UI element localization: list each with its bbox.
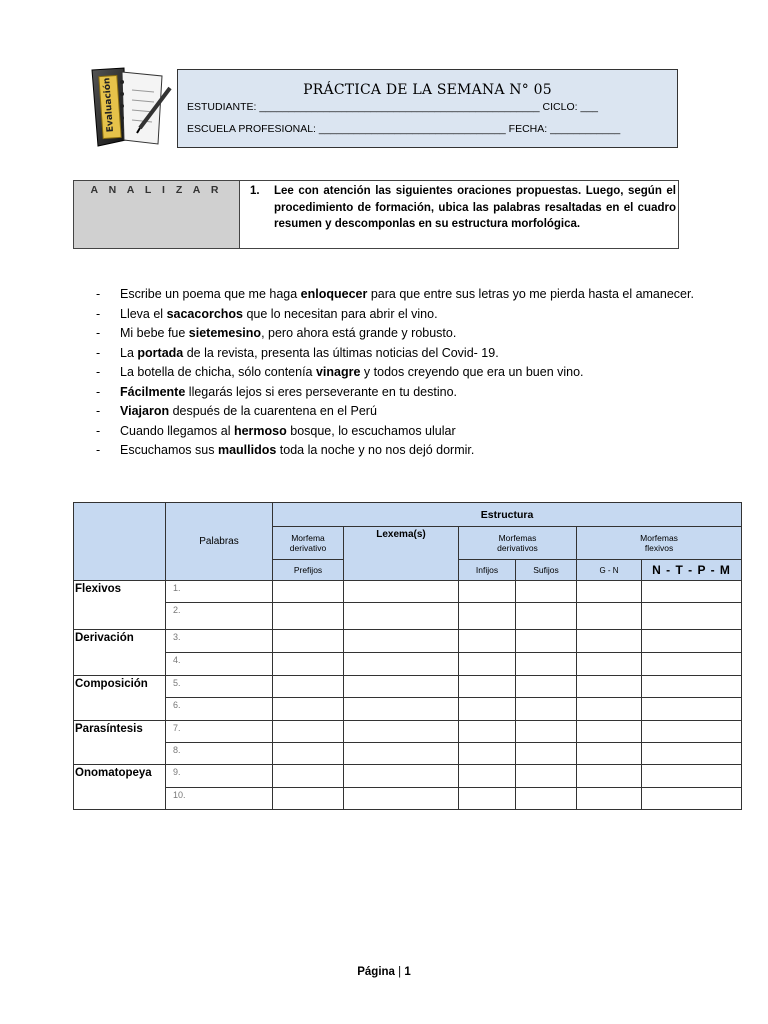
sentence-item [96, 422, 706, 442]
list-bullet: - [96, 384, 101, 399]
answer-cell[interactable] [344, 743, 459, 765]
table-row [74, 676, 742, 698]
table-row [74, 765, 742, 788]
answer-cell[interactable] [577, 630, 642, 653]
list-bullet: - [96, 365, 101, 379]
sentence-text: llegarás lejos si eres perseverante en tu destino. [185, 384, 457, 399]
category-cell: Onomatopeya [74, 765, 166, 810]
answer-cell[interactable] [516, 698, 577, 721]
answer-cell[interactable] [273, 581, 344, 603]
answer-cell[interactable] [459, 676, 516, 698]
list-bullet: - [96, 345, 101, 360]
lexema-header: Lexema(s) [344, 527, 459, 581]
table-row [74, 630, 742, 653]
sentence-item [96, 305, 706, 325]
list-bullet: - [96, 306, 101, 321]
sentence-item [96, 344, 706, 364]
answer-cell[interactable] [459, 743, 516, 765]
answer-cell[interactable] [516, 581, 577, 603]
table-row [74, 788, 742, 810]
sentence-text: bosque, lo escuchamos ulular [286, 423, 456, 438]
answer-cell[interactable] [459, 581, 516, 603]
page-title: PRÁCTICA DE LA SEMANA N° 05 [303, 82, 552, 98]
sentence-text: Lleva el [120, 306, 167, 321]
table-body [74, 581, 742, 810]
word-input-cell[interactable]: 2. [166, 603, 273, 630]
activity-number: 1. [250, 185, 260, 197]
answer-cell[interactable] [642, 630, 742, 653]
word-input-cell[interactable]: 4. [166, 653, 273, 676]
answer-cell[interactable] [459, 721, 516, 743]
sentence-text: toda la noche y no nos dejó dormir. [276, 443, 475, 457]
answer-cell[interactable] [459, 765, 516, 788]
word-input-cell[interactable]: 3. [166, 630, 273, 653]
table-row [74, 721, 742, 743]
ntpm-header: N - T - P - M [642, 560, 742, 581]
activity-instruction-text: Lee con atención las siguientes oraciones propuestas. Luego, según el procedimiento de formación, ubica las palabras resaltadas en el cuadro resumen y descomponlas en su estructura morfológica. [274, 185, 676, 230]
highlighted-word: Fácilmente [120, 384, 186, 399]
activity-instruction [250, 183, 676, 233]
category-cell: Parasíntesis [74, 721, 166, 765]
answer-cell[interactable] [344, 630, 459, 653]
highlighted-word: enloquecer [300, 287, 368, 301]
answer-cell[interactable] [273, 630, 344, 653]
answer-cell[interactable] [516, 721, 577, 743]
list-bullet: - [96, 404, 101, 418]
answer-cell[interactable] [642, 603, 742, 630]
infijos-header: Infijos [459, 560, 516, 581]
word-input-cell[interactable]: 6. [166, 698, 273, 721]
answer-cell[interactable] [459, 603, 516, 630]
word-input-cell[interactable]: 10. [166, 788, 273, 810]
sentence-text: Escribe un poema que me haga [120, 287, 301, 301]
highlighted-word: Viajaron [120, 404, 170, 418]
sentence-item [96, 324, 706, 344]
word-input-cell[interactable]: 7. [166, 721, 273, 743]
answer-cell[interactable] [642, 581, 742, 603]
table-corner-cell [74, 503, 166, 581]
highlighted-word: sacacorchos [166, 306, 243, 321]
answer-cell[interactable] [273, 653, 344, 676]
highlighted-word: hermoso [233, 423, 287, 438]
answer-cell[interactable] [642, 721, 742, 743]
sentence-item [96, 285, 706, 305]
answer-cell[interactable] [642, 698, 742, 721]
table-row [74, 581, 742, 603]
sentence-text: La [120, 345, 138, 360]
list-bullet: - [96, 287, 101, 301]
evaluation-notebook-icon [84, 66, 176, 150]
answer-cell[interactable] [577, 653, 642, 676]
highlighted-word: vinagre [315, 365, 361, 379]
category-cell: Flexivos [74, 581, 166, 630]
answer-cell[interactable] [344, 788, 459, 810]
sentence-item [96, 383, 706, 403]
answer-cell[interactable] [344, 603, 459, 630]
category-cell: Derivación [74, 630, 166, 676]
estructura-header: Estructura [273, 503, 742, 527]
answer-cell[interactable] [273, 788, 344, 810]
answer-cell[interactable] [516, 788, 577, 810]
header-box [177, 69, 678, 148]
answer-cell[interactable] [273, 743, 344, 765]
answer-cell[interactable] [642, 653, 742, 676]
word-input-cell[interactable]: 8. [166, 743, 273, 765]
sentence-text: para que entre sus letras yo me pierda hasta el amanecer. [367, 287, 694, 301]
sentence-item [96, 441, 706, 461]
answer-cell[interactable] [516, 743, 577, 765]
morfema-derivativo-header: Morfema derivativo [273, 527, 344, 560]
sentence-text: Mi bebe fue [120, 326, 189, 340]
student-field[interactable]: ESTUDIANTE: ________________________________________________ CICLO: ___ [187, 101, 599, 113]
answer-cell[interactable] [577, 698, 642, 721]
page-label: Página [357, 966, 395, 978]
answer-cell[interactable] [642, 743, 742, 765]
palabras-header: Palabras [166, 503, 273, 581]
answer-cell[interactable] [577, 788, 642, 810]
sentence-text: Escuchamos sus [120, 443, 218, 457]
logo-text: Evaluación [102, 77, 116, 133]
highlighted-word: portada [137, 345, 184, 360]
answer-cell[interactable] [344, 653, 459, 676]
sufijos-header: Sufijos [516, 560, 577, 581]
answer-cell[interactable] [273, 765, 344, 788]
sentence-text: , pero ahora está grande y robusto. [261, 326, 457, 340]
answer-cell[interactable] [459, 653, 516, 676]
highlighted-word: sietemesino [188, 326, 262, 340]
answer-cell[interactable] [577, 743, 642, 765]
sentence-text: después de la cuarentena en el Perú [169, 404, 377, 418]
morfemas-derivativos-header: Morfemas derivativos [459, 527, 577, 560]
answer-cell[interactable] [273, 721, 344, 743]
answer-cell[interactable] [577, 676, 642, 698]
morphology-table [73, 502, 742, 810]
answer-cell[interactable] [516, 630, 577, 653]
table-row [74, 743, 742, 765]
activity-label: A N A L I Z A R [74, 181, 240, 248]
table-row [74, 698, 742, 721]
answer-cell[interactable] [273, 698, 344, 721]
answer-cell[interactable] [273, 603, 344, 630]
table-row [74, 603, 742, 630]
answer-cell[interactable] [642, 765, 742, 788]
school-field[interactable]: ESCUELA PROFESIONAL: ________________________________ FECHA: ____________ [187, 123, 621, 135]
answer-cell[interactable] [344, 676, 459, 698]
morfemas-flexivos-header: Morfemas flexivos [577, 527, 742, 560]
word-input-cell[interactable]: 1. [166, 581, 273, 603]
word-input-cell[interactable]: 9. [166, 765, 273, 788]
sentence-text: de la revista, presenta las últimas noticias del Covid- 19. [183, 345, 499, 360]
answer-cell[interactable] [459, 630, 516, 653]
sentence-item [96, 363, 706, 383]
answer-cell[interactable] [516, 603, 577, 630]
answer-cell[interactable] [642, 788, 742, 810]
answer-cell[interactable] [577, 581, 642, 603]
word-input-cell[interactable]: 5. [166, 676, 273, 698]
sentence-list [96, 285, 706, 461]
answer-cell[interactable] [577, 765, 642, 788]
answer-cell[interactable] [459, 788, 516, 810]
answer-cell[interactable] [344, 698, 459, 721]
list-bullet: - [96, 423, 101, 438]
answer-cell[interactable] [344, 581, 459, 603]
list-bullet: - [96, 443, 101, 457]
gn-header: G - N [577, 560, 642, 581]
answer-cell[interactable] [577, 603, 642, 630]
answer-cell[interactable] [577, 721, 642, 743]
answer-cell[interactable] [344, 765, 459, 788]
answer-cell[interactable] [516, 676, 577, 698]
sentence-text: que lo necesitan para abrir el vino. [243, 306, 438, 321]
table-row [74, 653, 742, 676]
answer-cell[interactable] [642, 676, 742, 698]
answer-cell[interactable] [516, 653, 577, 676]
category-cell: Composición [74, 676, 166, 721]
highlighted-word: maullidos [217, 443, 277, 457]
answer-cell[interactable] [516, 765, 577, 788]
answer-cell[interactable] [273, 676, 344, 698]
sentence-text: y todos creyendo que era un buen vino. [360, 365, 584, 379]
sentence-item [96, 402, 706, 422]
list-bullet: - [96, 326, 101, 340]
sentence-text: Cuando llegamos al [120, 423, 234, 438]
activity-box [73, 180, 679, 249]
answer-cell[interactable] [344, 721, 459, 743]
sentence-text: La botella de chicha, sólo contenía [120, 365, 316, 379]
page-footer [0, 966, 768, 978]
page-separator: | [398, 966, 402, 978]
answer-cell[interactable] [459, 698, 516, 721]
page-number: 1 [404, 966, 411, 978]
prefijos-header: Prefijos [273, 560, 344, 581]
